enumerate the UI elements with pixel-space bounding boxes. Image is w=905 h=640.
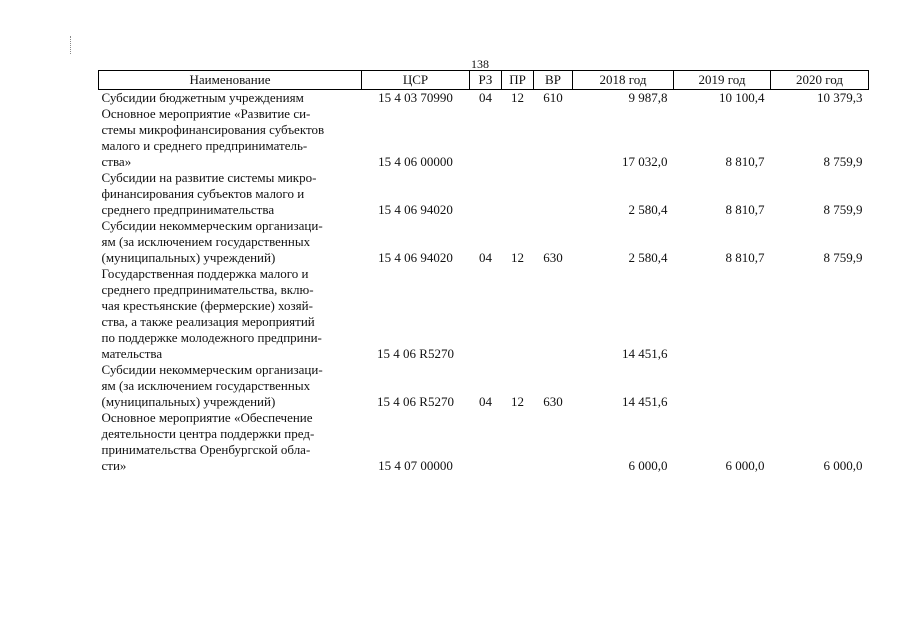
row-csr: 15 4 06 R5270 — [377, 394, 454, 409]
row-2018-value: 9 987,8 — [628, 90, 668, 105]
header-2019: 2019 год — [674, 71, 771, 90]
row-2018-value: 14 451,6 — [622, 394, 668, 409]
row-name-line: Субсидии на развитие системы микро- — [101, 170, 317, 185]
table-row — [99, 362, 869, 410]
row-name-line: деятельности центра поддержки пред- — [101, 426, 315, 441]
row-rz — [470, 266, 502, 362]
row-2020-value: 8 759,9 — [823, 154, 863, 169]
row-pr — [502, 170, 534, 218]
row-rz: 04 — [479, 394, 492, 409]
row-name-line: принимательства Оренбургской обла- — [101, 442, 311, 457]
row-pr — [502, 410, 534, 474]
header-pr: ПР — [502, 71, 534, 90]
row-2020-value: 10 379,3 — [817, 90, 863, 105]
table-row — [99, 90, 869, 107]
header-2018: 2018 год — [573, 71, 674, 90]
row-name-line: чая крестьянские (фермерские) хозяй- — [101, 298, 313, 313]
row-name-line: стемы микрофинансирования субъектов — [101, 122, 325, 137]
row-vr: 630 — [543, 250, 563, 265]
row-csr: 15 4 07 00000 — [378, 458, 453, 473]
row-name-line: малого и среднего предприниматель- — [101, 138, 308, 153]
row-name-line: Субсидии некоммерческим организаци- — [101, 218, 323, 233]
table-body — [99, 90, 869, 475]
row-name-line: Субсидии бюджетным учреждениям — [101, 90, 304, 105]
row-2019-value: 8 810,7 — [725, 202, 765, 217]
row-csr: 15 4 06 94020 — [378, 202, 453, 217]
row-2020-value: 8 759,9 — [823, 250, 863, 265]
table-header-row — [99, 71, 869, 90]
row-2018-value: 2 580,4 — [628, 250, 668, 265]
row-name-line: ям (за исключением государственных — [101, 378, 311, 393]
row-2019-value: 10 100,4 — [719, 90, 765, 105]
row-name-line: финансирования субъектов малого и — [101, 186, 305, 201]
budget-table — [98, 70, 869, 474]
row-name-line: мательства — [101, 346, 163, 361]
row-2020-value: 6 000,0 — [823, 458, 863, 473]
row-csr: 15 4 06 R5270 — [377, 346, 454, 361]
row-name — [99, 266, 362, 362]
row-name-line: ства, а также реализация мероприятий — [101, 314, 315, 329]
row-rz — [470, 170, 502, 218]
scan-corner-mark — [70, 36, 74, 54]
table-row — [99, 170, 869, 218]
row-name-line: Основное мероприятие «Развитие си- — [101, 106, 311, 121]
row-name-line: Государственная поддержка малого и — [101, 266, 309, 281]
row-2018-value: 2 580,4 — [628, 202, 668, 217]
row-2019-value: 8 810,7 — [725, 154, 765, 169]
header-rz: РЗ — [470, 71, 502, 90]
row-rz: 04 — [479, 250, 492, 265]
row-2020-value: 8 759,9 — [823, 202, 863, 217]
row-2020-value — [771, 362, 869, 410]
row-pr: 12 — [511, 90, 524, 105]
row-rz: 04 — [479, 90, 492, 105]
page-number: 138 — [471, 57, 489, 71]
row-vr: 630 — [543, 394, 563, 409]
row-name — [99, 362, 362, 410]
row-vr: 610 — [543, 90, 563, 105]
row-2019-value: 6 000,0 — [725, 458, 765, 473]
row-name-line: Субсидии некоммерческим организаци- — [101, 362, 323, 377]
header-vr: ВР — [534, 71, 573, 90]
row-vr — [534, 170, 573, 218]
row-2019-value — [674, 266, 771, 362]
table-row — [99, 266, 869, 362]
row-pr — [502, 266, 534, 362]
row-pr — [502, 106, 534, 170]
table-row — [99, 410, 869, 474]
row-2020-value — [771, 266, 869, 362]
row-name — [99, 218, 362, 266]
row-vr — [534, 410, 573, 474]
table-row — [99, 106, 869, 170]
row-2018-value: 6 000,0 — [628, 458, 668, 473]
row-2018-value: 14 451,6 — [622, 346, 668, 361]
row-rz — [470, 410, 502, 474]
row-name-line: среднего предпринимательства — [101, 202, 275, 217]
row-name-line: Основное мероприятие «Обеспечение — [101, 410, 313, 425]
row-name-line: ям (за исключением государственных — [101, 234, 311, 249]
row-vr — [534, 106, 573, 170]
row-name-line: (муниципальных) учреждений) — [101, 250, 276, 265]
header-2020: 2020 год — [771, 71, 869, 90]
row-2019-value — [674, 362, 771, 410]
row-name-line: сти» — [101, 458, 127, 473]
header-csr: ЦСР — [362, 71, 470, 90]
row-csr: 15 4 06 00000 — [378, 154, 453, 169]
row-csr: 15 4 06 94020 — [378, 250, 453, 265]
row-name-line: ства» — [101, 154, 132, 169]
row-csr: 15 4 03 70990 — [378, 90, 453, 105]
table-row — [99, 218, 869, 266]
row-name — [99, 106, 362, 170]
row-name — [99, 170, 362, 218]
header-name: Наименование — [99, 71, 362, 90]
row-name — [99, 410, 362, 474]
row-rz — [470, 106, 502, 170]
row-2018-value: 17 032,0 — [622, 154, 668, 169]
row-pr: 12 — [511, 250, 524, 265]
row-pr: 12 — [511, 394, 524, 409]
row-name-line: по поддержке молодежного предприни- — [101, 330, 322, 345]
row-2019-value: 8 810,7 — [725, 250, 765, 265]
row-name-line: (муниципальных) учреждений) — [101, 394, 276, 409]
row-name — [99, 90, 362, 107]
row-vr — [534, 266, 573, 362]
row-name-line: среднего предпринимательства, вклю- — [101, 282, 314, 297]
